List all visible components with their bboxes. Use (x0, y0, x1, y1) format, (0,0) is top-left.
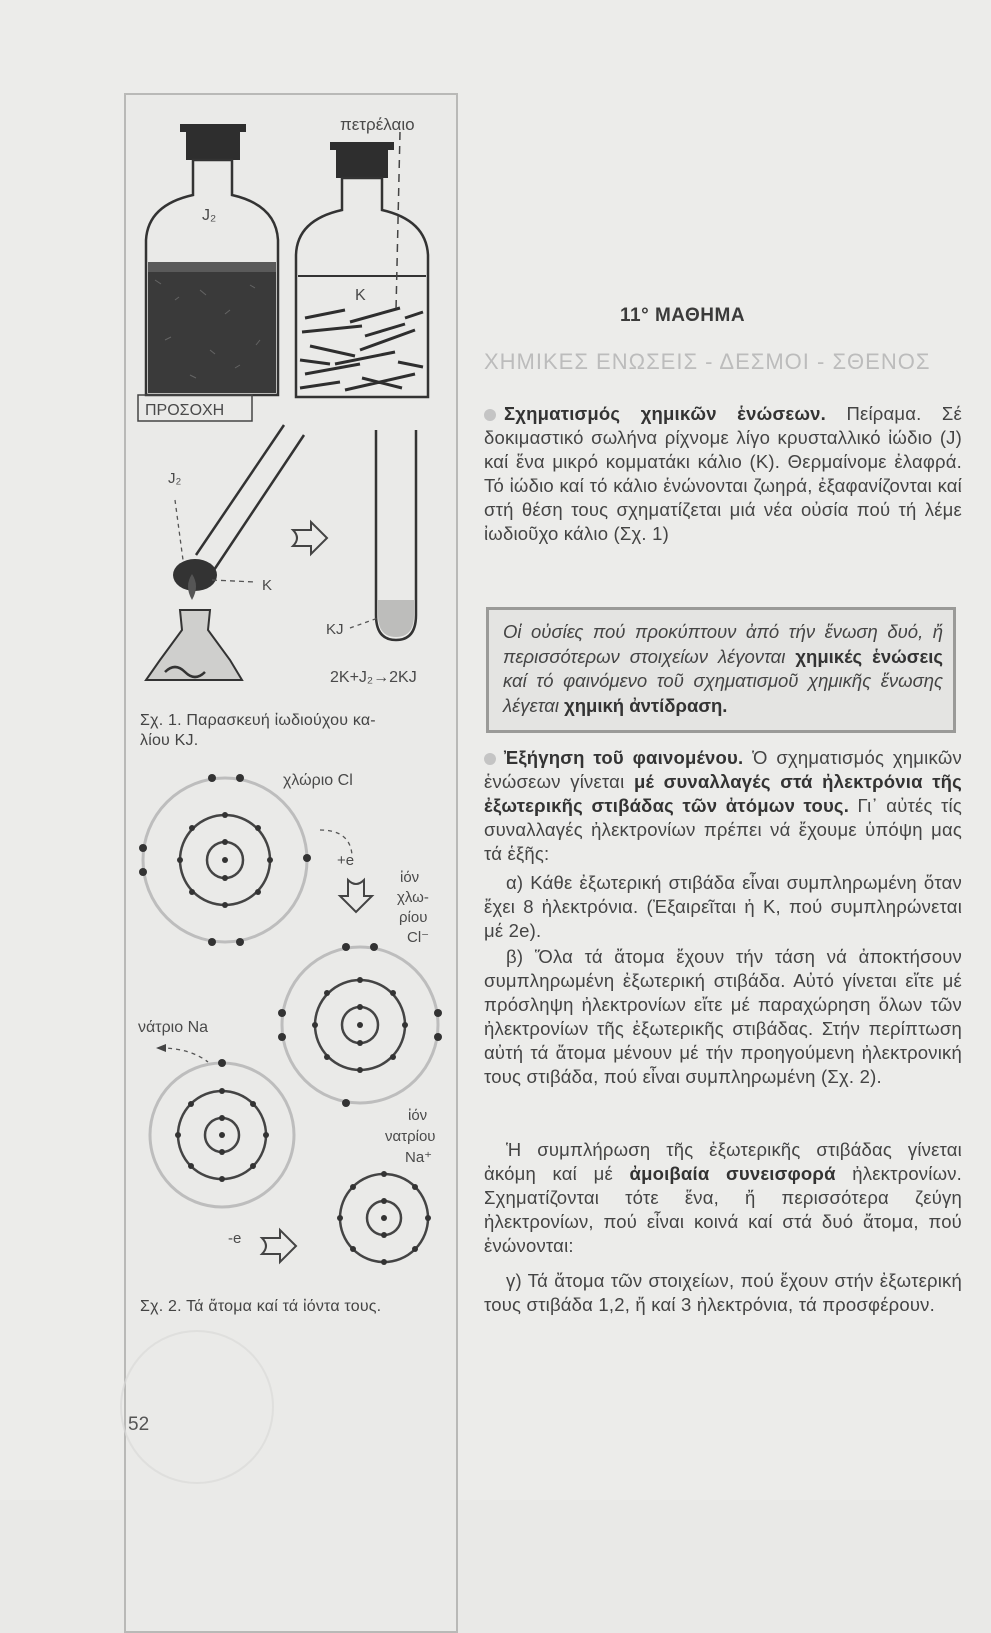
covalent-paragraph (484, 1138, 962, 1258)
section-formation-text: Πείραμα. Σέ δοκιμαστικό σωλήνα ρίχνομε λίγο κρυσταλλικό ἰώδιο (J) καί ἕνα μικρό κομματάκι κάλιο (K). Θερμαίνομε ἐλαφρά. Τό ἰώδιο καί τό κάλιο ἑνώνονται ζωηρά, ἐξαφανίζονται καί στή θέση τους σχηματίζεται μιά νέα οὐσία πού τή λέμε ἰωδιοῦχο κάλιο (Σχ. 1) (484, 403, 963, 544)
bullet-icon (484, 409, 496, 421)
product-test-tube (350, 430, 416, 640)
point-b: β) Ὅλα τά ἄτομα ἔχουν τήν τάση νά ἀποκτήσουν συμπληρωμένη ἐξωτερική στιβάδα. Αὐτό γίνεται εἴτε μέ πρόσληψη ἠλεκτρονίων εἴτε μέ παραχώρηση ὅλων τῶν ἠλεκτρονίων τῆς ἐξωτερικῆς στιβάδας. Στήν περίπτωση αὐτή τά ἄτομα μένουν μέ τήν προηγούμενη ἠλεκτρονική τους στιβάδα, πού εἶναι συμπληρωμένη (Σχ. 2). (484, 946, 962, 1087)
point-c: γ) Τά ἄτομα τῶν στοιχείων, πού ἔχουν στήν ἐξωτερική τους στιβάδα 1,2, ἤ καί 3 ἠλεκτρόνια, τά προσφέρουν. (484, 1270, 962, 1315)
lesson-subtitle: ΧΗΜΙΚΕΣ ΕΝΩΣΕΙΣ - ΔΕΣΜΟΙ - ΣΘΕΝΟΣ (484, 349, 931, 374)
chlorine-reaction-arrow-icon (340, 880, 372, 912)
figure2-caption: Σχ. 2. Τά ἄτομα καί τά ἰόντα τους. (140, 1298, 382, 1315)
figure1-caption-line2: λίου KJ. (140, 732, 199, 749)
covalent-text1: Ἡ συμπλήρωση τῆς ἐξωτερικῆς στιβάδας γίνεται ἀκόμη καί μέ (484, 1139, 962, 1184)
lose-electron-label: -e (228, 1230, 242, 1247)
reaction-equation: 2K+J₂→2KJ (330, 669, 417, 686)
definition-part2: καί τό φαινόμενο τοῦ σχηματισμοῦ χημικῆς ἕνωσης λέγεται (503, 670, 943, 716)
chloride-electrons (278, 943, 442, 1107)
bullet-icon (484, 753, 496, 765)
definition-text (503, 620, 943, 718)
section-explanation-text2: Γι᾿ αὐτές τίς συναλλαγές ἠλεκτρονίων πρέπει νά ἔχουμε ὑπόψη μας τά ἑξῆς: (484, 795, 962, 864)
definition-term-reaction: χημική ἀντίδραση. (564, 694, 728, 716)
potassium-jar-label: K (355, 287, 366, 304)
figure1-caption-line1: Σχ. 1. Παρασκευή ἰωδιούχου κα- (140, 712, 376, 729)
section-explanation (484, 746, 962, 866)
oil-label: πετρέλαιο (340, 115, 415, 134)
definition-term-compounds: χημικές ἑνώσεις (795, 645, 943, 667)
chlorine-ion-label-1: ἰόν (400, 869, 420, 886)
section-explanation-text1: Ὁ σχηματισμός χημικῶν ἑνώσεων γίνεται (484, 747, 962, 792)
iodine-jar-label: J₂ (202, 207, 217, 224)
section-explanation-bold: μέ συναλλαγές στά ἠλεκτρόνια τῆς ἐξωτερικῆς στιβάδας τῶν ἀτόμων τους. (484, 771, 962, 816)
sodium-ion-label-1: ἰόν (408, 1107, 428, 1124)
sodium-ion-label-2: νατρίου (385, 1128, 436, 1145)
section-explanation-heading: Ἐξήγηση τοῦ φαινομένου. (504, 747, 744, 768)
chlorine-electrons (139, 774, 311, 946)
covalent-text2: ἠλεκτρονίων. Σχηματίζονται τότε ἕνα, ἤ περισσότερα ζεύγη ἠλεκτρονίων, πού εἶναι κοινά καί στά δυό ἄτομα, πού ἑνώνονται: (484, 1163, 963, 1256)
tube-potassium-label: K (262, 577, 273, 594)
sodium-label: νάτριο Na (138, 1019, 209, 1036)
iodine-jar (146, 124, 278, 395)
tube-iodine-label: J₂ (168, 470, 182, 487)
chlorine-ion-label-4: Cl⁻ (407, 929, 430, 946)
gain-electron-label: +e (337, 852, 355, 869)
kj-label: KJ (326, 621, 344, 638)
chlorine-ion-label-3: ρίου (399, 909, 428, 926)
sodium-ion-electrons (337, 1171, 431, 1265)
chlorine-label: χλώριο Cl (283, 772, 353, 789)
potassium-jar (296, 132, 428, 397)
heated-test-tube (146, 425, 304, 680)
sodium-ion-label-3: Na⁺ (405, 1149, 433, 1166)
library-stamp (120, 1330, 274, 1484)
chlorine-ion-label-2: χλω- (397, 889, 429, 906)
definition-box (486, 607, 956, 733)
reaction-arrow-icon (293, 522, 327, 554)
covalent-bold: ἀμοιβαία συνεισφορά (629, 1163, 836, 1184)
page-number: 52 (128, 1414, 150, 1435)
warning-label: ΠΡΟΣΟΧΗ (145, 402, 225, 419)
section-formation-heading: Σχηματισμός χημικῶν ἑνώσεων. (504, 403, 826, 424)
lesson-title: 11° ΜΑΘΗΜΑ (620, 305, 746, 326)
sodium-reaction-arrow-icon (262, 1230, 296, 1262)
definition-part1: Οἱ οὐσίες πού προκύπτουν ἀπό τήν ἕνωση δυό, ἤ περισσότερων στοιχείων λέγονται (503, 621, 943, 667)
section-formation (484, 402, 962, 546)
point-a: α) Κάθε ἐξωτερική στιβάδα εἶναι συμπληρωμένη ὅταν ἔχει 8 ἠλεκτρόνια. (Ἐξαιρεῖται ἡ K, πού συμπληρώνεται μέ 2e). (484, 872, 962, 941)
